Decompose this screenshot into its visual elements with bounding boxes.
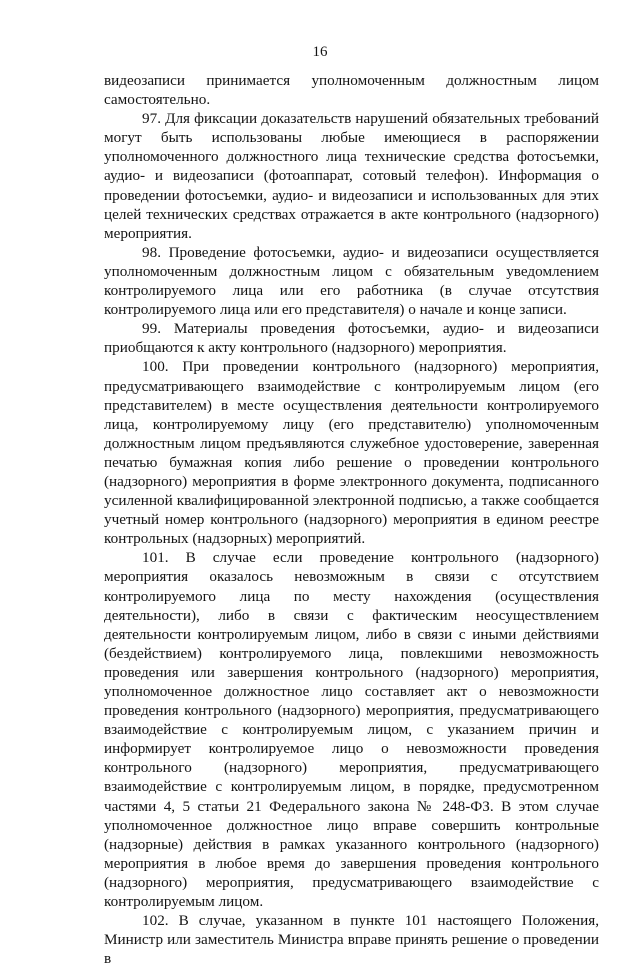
paragraph-101: 101. В случае если проведение контрольного (надзорного) мероприятия оказалось невозможным в связи с отсутствием контролируемого лица по месту нахождения (осуществления деятельности), либо в связи с фактическим неосуществлением деятельности контролируемым лицом, либо в связи с иными действиями (бездействием) контролируемого лица, повлекшими невозможность проведения или завершения контрольного (надзорного) мероприятия, уполномоченное должностное лицо составляет акт о невозможности проведения контрольного (надзорного) мероприятия, предусматривающего взаимодействие с контролируемым лицом, с указанием причин и информирует контролируемое лицо о невозможности проведения контрольного (надзорного) мероприятия, предусматривающего взаимодействие с контролируемым лицом, в порядке, предусмотренном частями 4, 5 статьи 21 Федерального закона № 248-ФЗ. В этом случае уполномоченное должностное лицо вправе совершить контрольные (надзорные) действия в рамках указанного контрольного (надзорного) мероприятия в любое время до завершения проведения контрольного (надзорного) мероприятия, предусматривающего взаимодействие с контролируемым лицом. xyxy=(104,549,599,911)
paragraph-102: 102. В случае, указанном в пункте 101 настоящего Положения, Министр или заместитель Министра вправе принять решение о проведении в xyxy=(104,912,599,968)
paragraph-99: 99. Материалы проведения фотосъемки, аудио- и видеозаписи приобщаются к акту контрольного (надзорного) мероприятия. xyxy=(104,320,599,357)
paragraph-100: 100. При проведении контрольного (надзорного) мероприятия, предусматривающего взаимодействие с контролируемым лицом (его представителем) в месте осуществления деятельности контролируемого лица, контролируемому лицу (его представителю) уполномоченным должностным лицом предъявляются служебное удостоверение, заверенная печатью бумажная копия либо решение о проведении контрольного (надзорного) мероприятия в форме электронного документа, подписанного усиленной квалифицированной электронной подписью, а также сообщается учетный номер контрольного (надзорного) мероприятия в едином реестре контрольных (надзорных) мероприятий. xyxy=(104,358,599,548)
paragraph-98: 98. Проведение фотосъемки, аудио- и видеозаписи осуществляется уполномоченным должностным лицом с обязательным уведомлением контролируемого лица или его работника (в случае отсутствия контролируемого лица или его представителя) о начале и конце записи. xyxy=(104,243,599,319)
paragraph-97: 97. Для фиксации доказательств нарушений обязательных требований могут быть использованы любые имеющиеся в распоряжении уполномоченного должностного лица технические средства фотосъемки, аудио- и видеозаписи (фотоаппарат, сотовый телефон). Информация о проведении фотосъемки, аудио- и видеозаписи и использованных для этих целей технических средствах отражается в акте контрольного (надзорного) мероприятия. xyxy=(104,110,599,242)
document-body xyxy=(104,71,599,968)
paragraph-continuation: видеозаписи принимается уполномоченным должностным лицом самостоятельно. xyxy=(104,72,599,109)
page-number: 16 xyxy=(312,44,328,60)
